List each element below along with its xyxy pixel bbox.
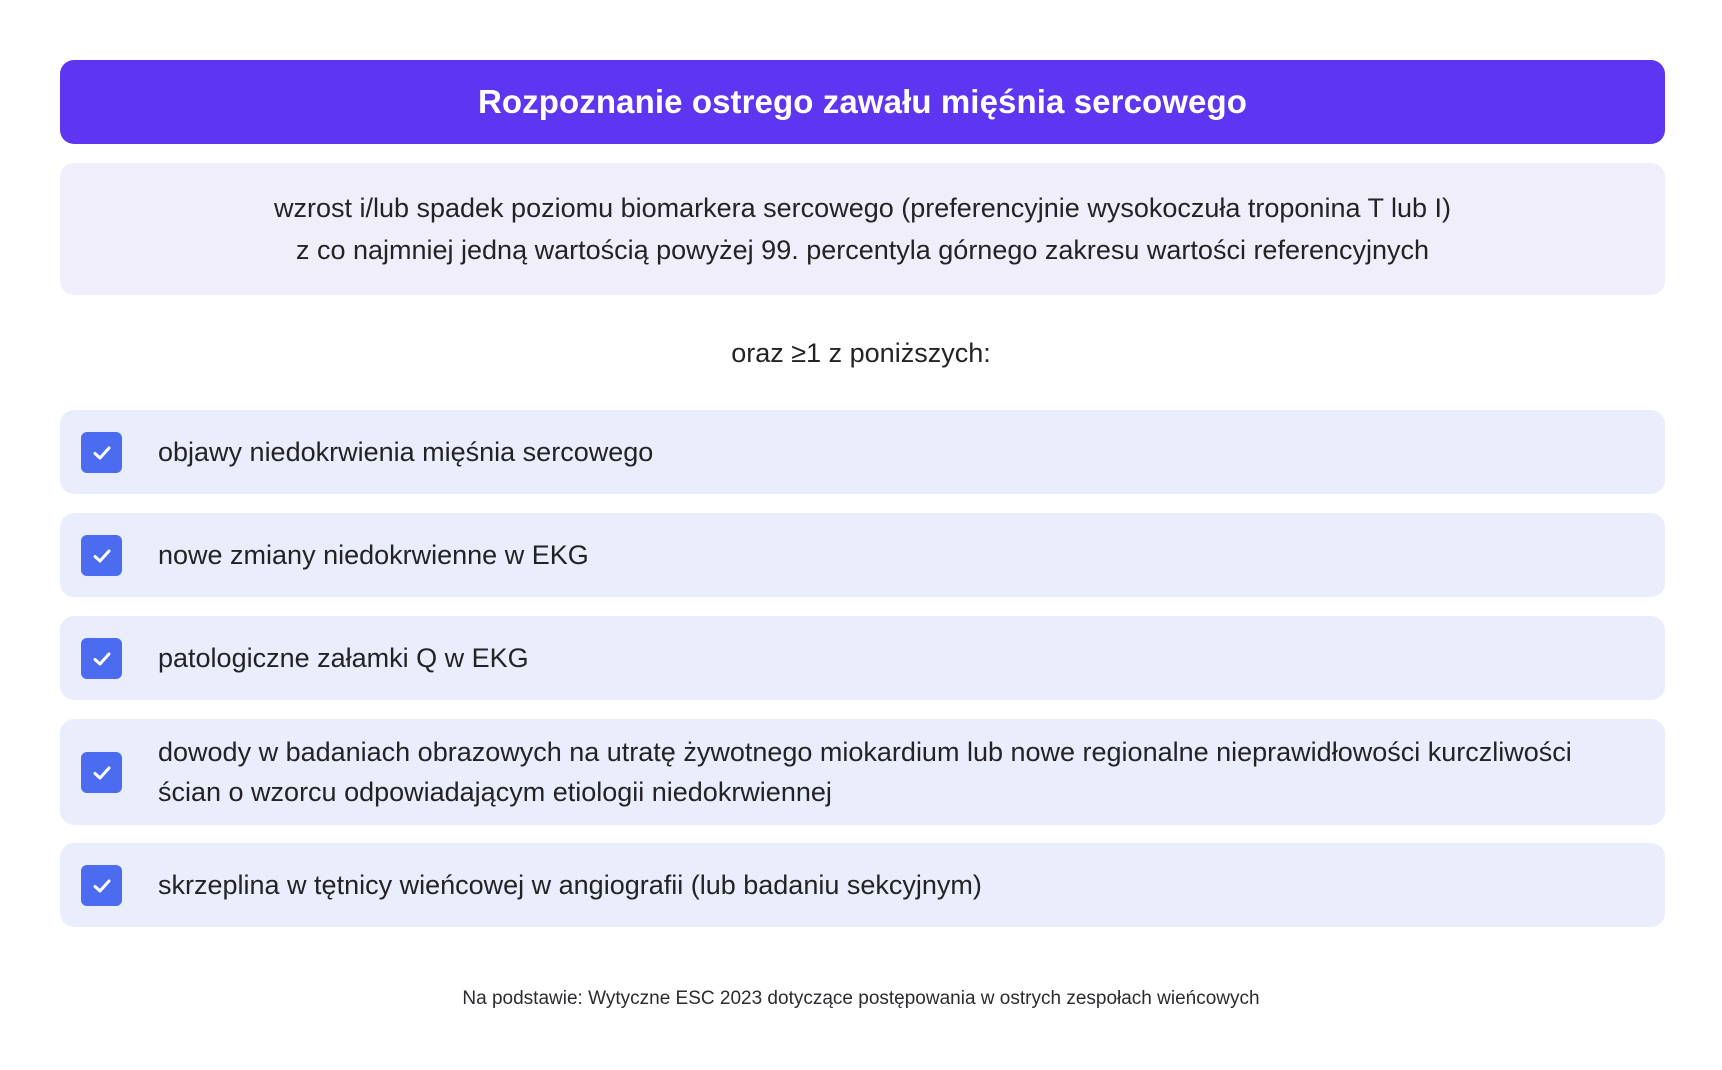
criterion-label: objawy niedokrwienia mięśnia sercowego — [158, 437, 654, 467]
primary-criterion-line-1: wzrost i/lub spadek poziomu biomarkera sercowego (preferencyjnie wysokoczuła troponina T lub I) — [273, 193, 1452, 223]
criterion-item-symptoms — [60, 410, 1665, 494]
criterion-item-thrombus — [60, 843, 1665, 927]
checkbox-checked-icon — [81, 865, 122, 906]
criterion-item-ecg-changes — [60, 513, 1665, 597]
checkbox-checked-icon — [81, 752, 122, 793]
criterion-label: patologiczne załamki Q w EKG — [158, 643, 529, 673]
criterion-label: nowe zmiany niedokrwienne w EKG — [158, 540, 589, 570]
checkbox-checked-icon — [81, 432, 122, 473]
criterion-label: skrzeplina w tętnicy wieńcowej w angiografii (lub badaniu sekcyjnym) — [158, 870, 982, 900]
criterion-item-q-waves — [60, 616, 1665, 700]
source-footnote: Na podstawie: Wytyczne ESC 2023 dotyczące postępowania w ostrych zespołach wieńcowych — [462, 988, 1260, 1009]
criterion-label: dowody w badaniach obrazowych na utratę żywotnego miokardium lub nowe regionalne nieprawidłowości kurczliwości ścian o wzorcu odpowiadającym etiologii niedokrwiennej — [158, 737, 1572, 807]
primary-criterion-box — [60, 163, 1665, 295]
checkbox-checked-icon — [81, 535, 122, 576]
criterion-item-imaging — [60, 719, 1665, 825]
checkbox-checked-icon — [81, 638, 122, 679]
primary-criterion-line-2: z co najmniej jedną wartością powyżej 99. percentyla górnego zakresu wartości referencyjnych — [295, 235, 1430, 265]
title-banner — [60, 60, 1665, 144]
page-title: Rozpoznanie ostrego zawału mięśnia sercowego — [477, 83, 1248, 120]
secondary-criteria-heading: oraz ≥1 z poniższych: — [731, 338, 991, 368]
